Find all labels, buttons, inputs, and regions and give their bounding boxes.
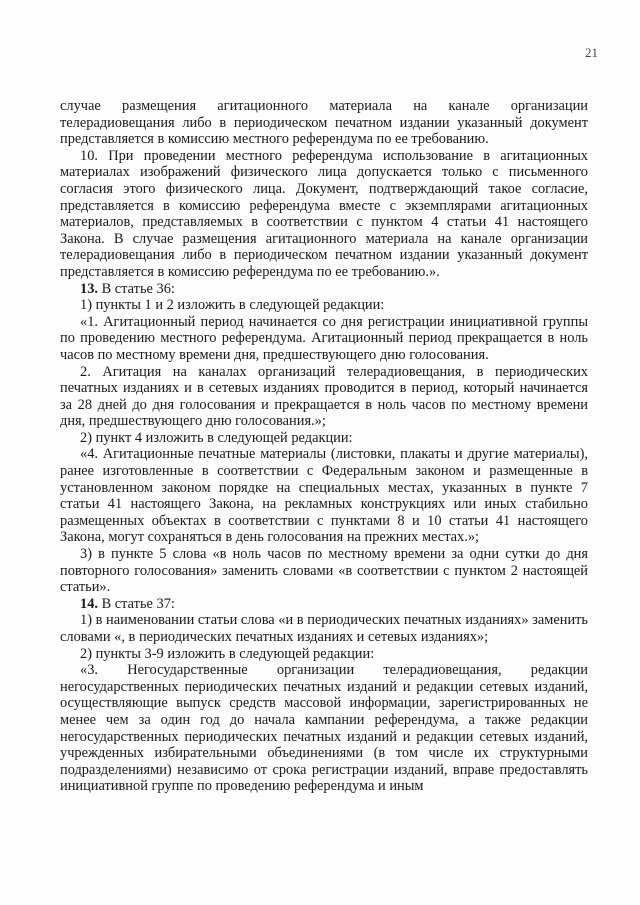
paragraph-quote-2: 2. Агитация на каналах организаций телерадиовещания, в периодических печатных изданиях и в сетевых изданиях проводится в период, который начинается за 28 дней до дня голосования и прекращается в ноль часов по местному времени дня, предшествующего дню голосования.»;: [60, 363, 588, 430]
paragraph-article-14-heading: [60, 596, 588, 613]
document-body: [60, 98, 588, 795]
paragraph-subitem-1b: 1) в наименовании статьи слова «и в периодических печатных изданиях» заменить словами «, в периодических печатных изданиях и сетевых изданиях»;: [60, 612, 588, 645]
article-14-text: В статье 37:: [98, 595, 175, 612]
paragraph-subitem-1: 1) пункты 1 и 2 изложить в следующей редакции:: [80, 297, 385, 314]
article-14-number: 14.: [80, 595, 98, 612]
paragraph-quote-4: «4. Агитационные печатные материалы (листовки, плакаты и другие материалы), ранее изготовленные в соответствии с Федеральным законом и размещенные в установленном законом порядке на специальных местах, указанных в пункте 7 статьи 41 настоящего Закона, на рекламных конструкциях или иных стабильно размещенных объектах в соответствии с пунктами 8 и 10 статьи 41 настоящего Закона, могут сохраняться в день голосования на прежних местах.»;: [60, 446, 588, 546]
paragraph-subitem-2: 2) пункт 4 изложить в следующей редакции:: [80, 429, 353, 446]
article-13-text: В статье 36:: [98, 280, 175, 297]
article-13-number: 13.: [80, 280, 98, 297]
paragraph-subitem-2b: 2) пункты 3-9 изложить в следующей редакции:: [80, 645, 375, 662]
paragraph-quote-3: «3. Негосударственные организации телерадиовещания, редакции негосударственных периодических печатных изданий и редакции сетевых изданий, осуществляющие выпуск средств массовой информации, зарегистрированных не менее чем за один год до начала кампании референдума, а также редакции негосударственных периодических печатных изданий и редакции сетевых изданий, учрежденных избирательными объединениями (в том числе их структурными подразделениями) независимо от срока регистрации изданий, вправе предоставлять инициативной группе по проведению референдума и иным: [60, 662, 588, 795]
paragraph-continuation: случае размещения агитационного материала на канале организации телерадиовещания либо в периодическом печатном издании указанный документ представляется в комиссию местного референдума по ее требованию.: [60, 98, 588, 148]
page-number: 21: [585, 45, 598, 60]
paragraph-article-13-heading: [60, 281, 588, 298]
paragraph-subitem-3: 3) в пункте 5 слова «в ноль часов по местному времени за одни сутки до дня повторного голосования» заменить словами «в соответствии с пунктом 2 настоящей статьи».: [60, 546, 588, 596]
paragraph-item-10: 10. При проведении местного референдума использование в агитационных материалах изображений физического лица допускается только с письменного согласия этого физического лица. Документ, подтверждающий такое согласие, представляется в комиссию референдума вместе с экземплярами агитационных материалов, представляемых в соответствии с пунктом 4 статьи 41 настоящего Закона. В случае размещения агитационного материала на канале организации телерадиовещания либо в периодическом печатном издании указанный документ представляется в комиссию референдума по ее требованию.».: [60, 147, 588, 280]
paragraph-quote-1: «1. Агитационный период начинается со дня регистрации инициативной группы по проведению местного референдума. Агитационный период прекращается в ноль часов по местному времени дня, предшествующего дню голосования.: [60, 313, 588, 363]
